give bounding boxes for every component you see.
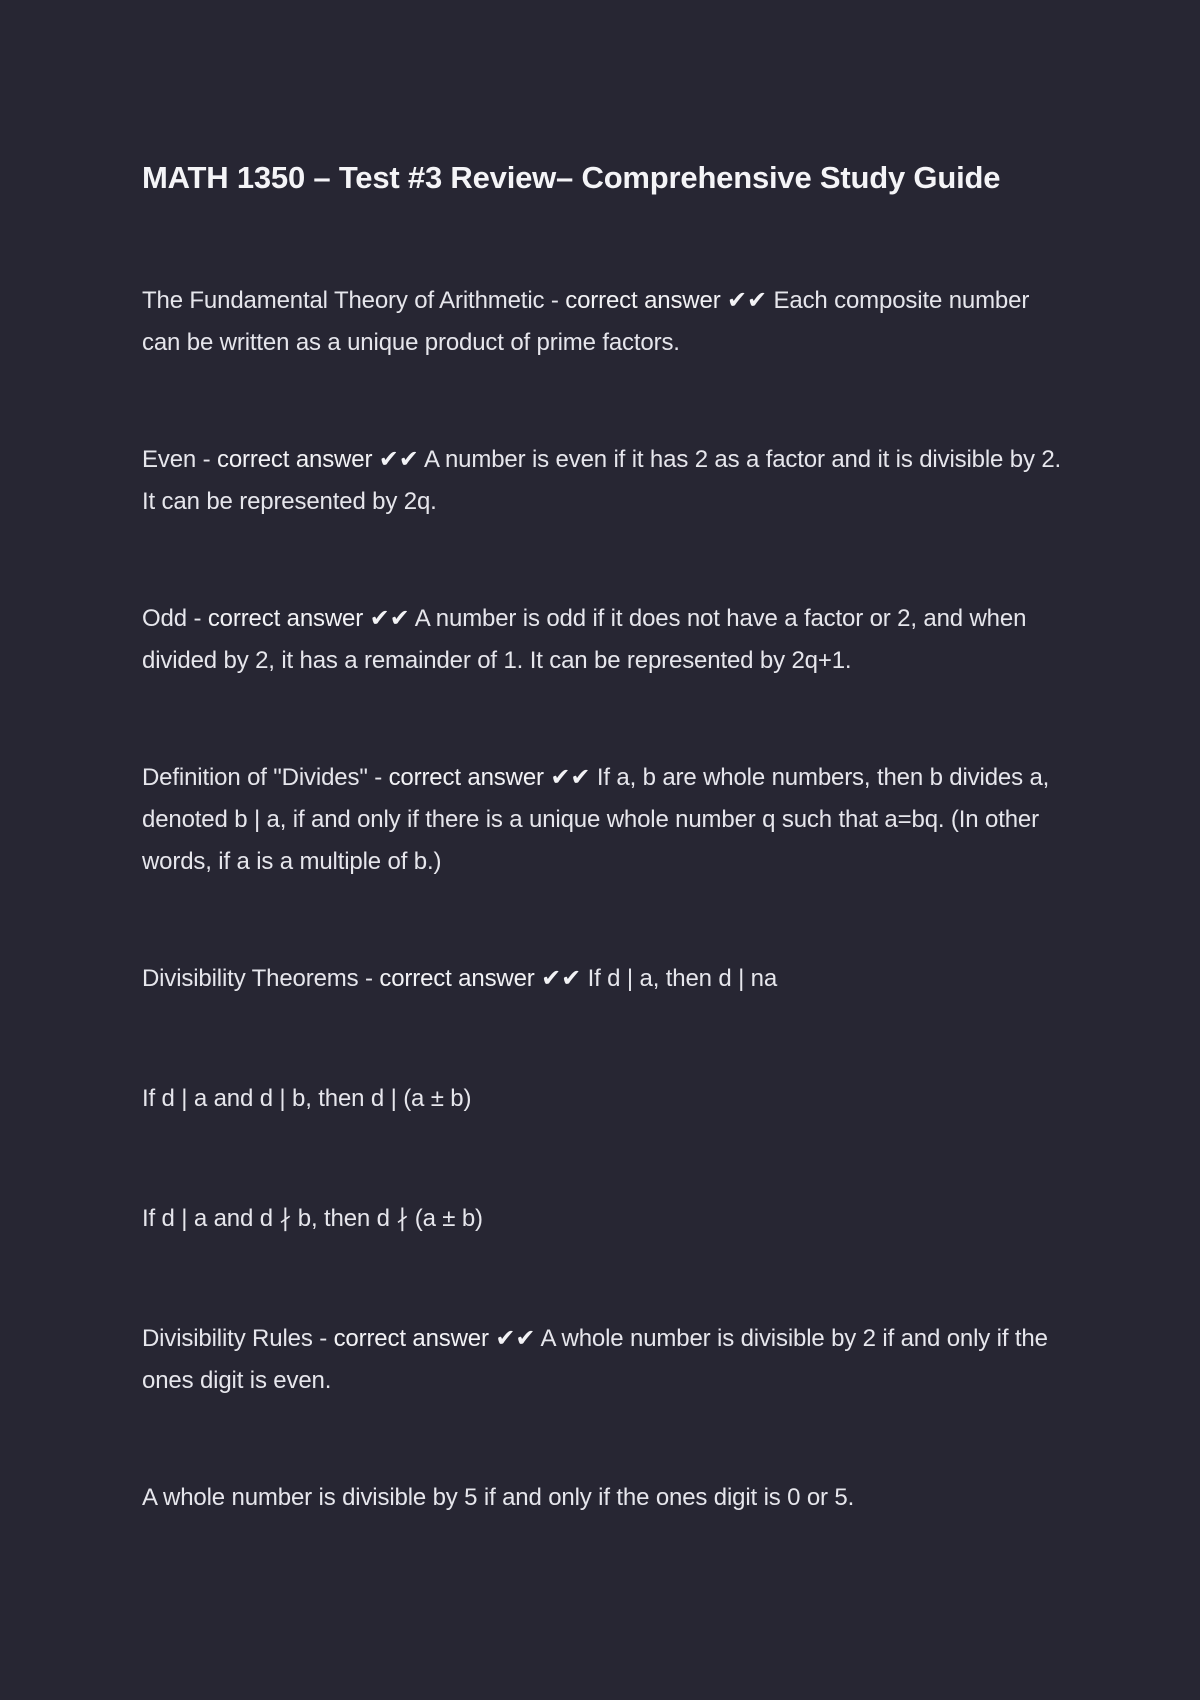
entry-answer: If a, b are whole numbers, then b divides a, denoted b | a, if and only if there is a unique whole number q such that a=bq. (In other words, if a is a multiple of b.) [142, 764, 1050, 875]
entry-term: Divisibility Theorems [142, 965, 359, 992]
entry-answer: A number is odd if it does not have a factor or 2, and when divided by 2, it has a remainder of 1. It can be represented by 2q+1. [142, 605, 1027, 674]
entry-term: The Fundamental Theory of Arithmetic [142, 287, 545, 314]
correct-answer-marker: correct answer ✔✔ [333, 1325, 536, 1352]
entry-theorem-not-divides: If d | a and d ∤ b, then d ∤ (a ± b) [142, 1205, 483, 1232]
entry-odd: Odd - correct answer ✔✔ A number is odd if it does not have a factor or 2, and when divided by 2, it has a remainder of 1. It can be represented by 2q+1. [142, 605, 1027, 674]
correct-answer-marker: correct answer ✔✔ [217, 446, 419, 473]
correct-answer-marker: correct answer ✔✔ [379, 965, 582, 992]
correct-answer-marker: correct answer ✔✔ [207, 605, 410, 632]
entry-list [142, 280, 1072, 1519]
entry-term: Even [142, 446, 197, 473]
entry-term: Divisibility Rules [142, 1325, 313, 1352]
entry-fundamental-theory: The Fundamental Theory of Arithmetic - correct answer ✔✔ Each composite number can be written as a unique product of prime factors. [142, 287, 1030, 356]
entry-answer: Each composite number can be written as a unique product of prime factors. [142, 287, 1030, 356]
entry-answer: If d | a, then d | na [587, 965, 778, 992]
page-title: MATH 1350 – Test #3 Review– Comprehensive Study Guide [142, 160, 1001, 195]
correct-answer-marker: correct answer ✔✔ [565, 287, 767, 314]
study-guide-page [142, 156, 1072, 1597]
entry-divisibility-theorems: Divisibility Theorems - correct answer ✔✔ If d | a, then d | na [142, 965, 778, 992]
entry-even: Even - correct answer ✔✔ A number is even if it has 2 as a factor and it is divisible by 2. It can be represented by 2q. [142, 446, 1062, 515]
correct-answer-marker: correct answer ✔✔ [388, 764, 591, 791]
entry-answer: A whole number is divisible by 2 if and only if the ones digit is even. [142, 1325, 1048, 1394]
entry-divisibility-rules: Divisibility Rules - correct answer ✔✔ A whole number is divisible by 2 if and only if the ones digit is even. [142, 1325, 1048, 1394]
entry-term: Definition of "Divides" [142, 764, 368, 791]
entry-answer: A number is even if it has 2 as a factor and it is divisible by 2. It can be represented by 2q. [142, 446, 1062, 515]
entry-divides-definition: Definition of "Divides" - correct answer ✔✔ If a, b are whole numbers, then b divides a, denoted b | a, if and only if there is a unique whole number q such that a=bq. (In other words, if a is a multiple of b.) [142, 764, 1050, 875]
entry-theorem-sum: If d | a and d | b, then d | (a ± b) [142, 1085, 472, 1112]
entry-term: Odd [142, 605, 187, 632]
entry-divisible-by-5: A whole number is divisible by 5 if and only if the ones digit is 0 or 5. [142, 1484, 855, 1511]
